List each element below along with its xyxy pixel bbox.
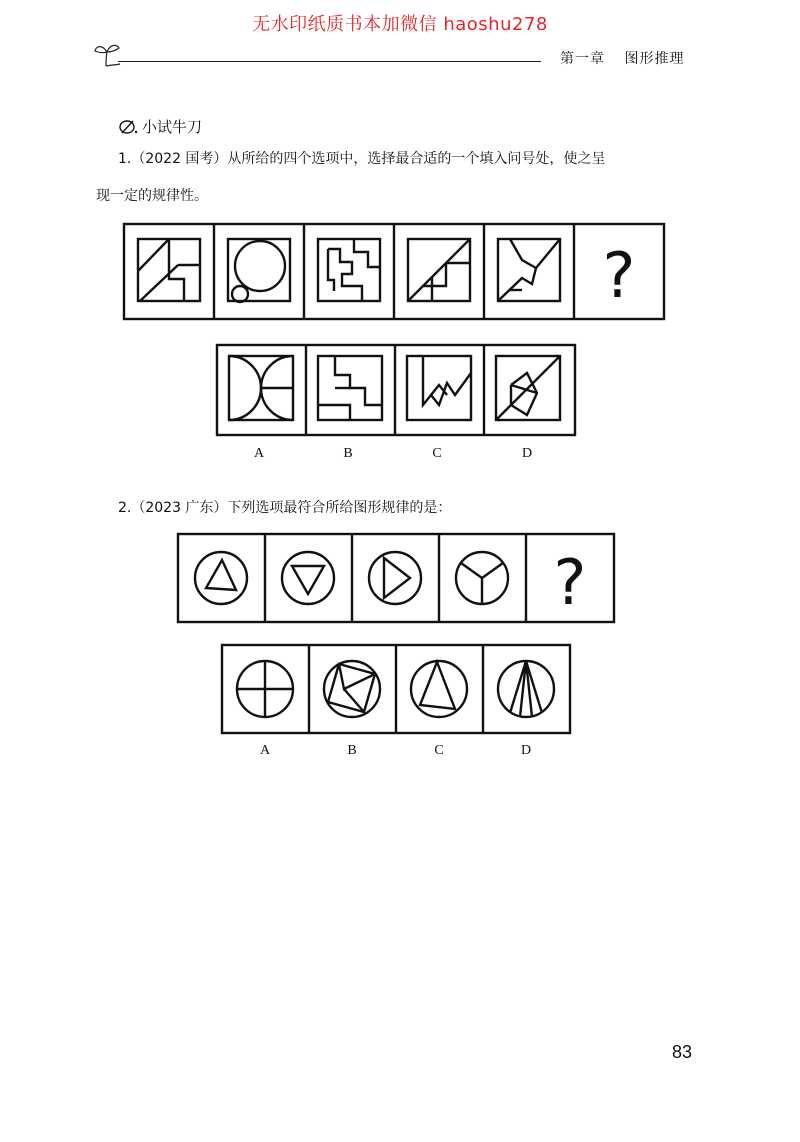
q1-option-c-figure[interactable]	[407, 356, 471, 420]
page-number: 83	[672, 1042, 693, 1062]
q1-option-a-figure[interactable]	[229, 356, 293, 420]
question-1-text: 1.（2022 国考）从所给的四个选项中，选择最合适的一个填入问号处，使之呈	[118, 151, 606, 167]
q2-option-d-label: D	[520, 743, 532, 758]
chapter-title: 图形推理	[624, 51, 685, 67]
q1-option-b-label: B	[343, 446, 353, 461]
q2-stem-figure-4	[456, 552, 508, 604]
q2-stem-figure-2	[282, 552, 334, 604]
q1-option-a-label: A	[253, 446, 265, 461]
q2-option-b-label: B	[347, 743, 357, 758]
q2-option-a-figure[interactable]	[237, 661, 293, 717]
q2-option-b-figure[interactable]	[324, 661, 380, 717]
watermark-text: 无水印纸质书本加微信 haoshu278	[252, 14, 548, 35]
q2-option-c-figure[interactable]	[411, 661, 467, 717]
q1-stem-figure-1	[138, 239, 200, 301]
q1-option-d-figure[interactable]	[496, 356, 560, 420]
chapter-number: 第一章	[560, 51, 605, 67]
q1-question-mark: ?	[602, 239, 636, 312]
q1-option-figures	[215, 343, 579, 439]
q2-option-d-figure[interactable]	[498, 661, 554, 717]
question-1-text-cont: 现一定的规律性。	[96, 188, 208, 204]
sprout-icon	[92, 38, 122, 68]
q2-stem-figure-3	[369, 552, 421, 604]
chapter-heading	[560, 48, 684, 68]
q1-stem-figure-5	[498, 239, 560, 301]
pencil-icon	[118, 119, 138, 135]
q1-option-c-label: C	[432, 446, 442, 461]
q1-stem-figure-4	[408, 239, 470, 301]
section-title-text: 小试牛刀	[142, 118, 203, 136]
q1-option-d-label: D	[521, 446, 533, 461]
q2-option-c-label: C	[434, 743, 444, 758]
header-rule	[118, 61, 541, 62]
q1-stem-figures	[122, 222, 666, 322]
question-2-text: 2.（2023 广东）下列选项最符合所给图形规律的是：	[118, 500, 452, 516]
q2-option-a-label: A	[259, 743, 271, 758]
q2-stem-figures	[176, 532, 616, 624]
q1-stem-figure-3	[318, 239, 380, 301]
q2-question-mark: ?	[553, 546, 587, 619]
q1-option-b-figure[interactable]	[318, 356, 382, 420]
section-title	[118, 116, 202, 137]
q2-option-figures	[220, 643, 572, 735]
q2-stem-figure-1	[195, 552, 247, 604]
q1-stem-figure-2	[228, 239, 290, 302]
